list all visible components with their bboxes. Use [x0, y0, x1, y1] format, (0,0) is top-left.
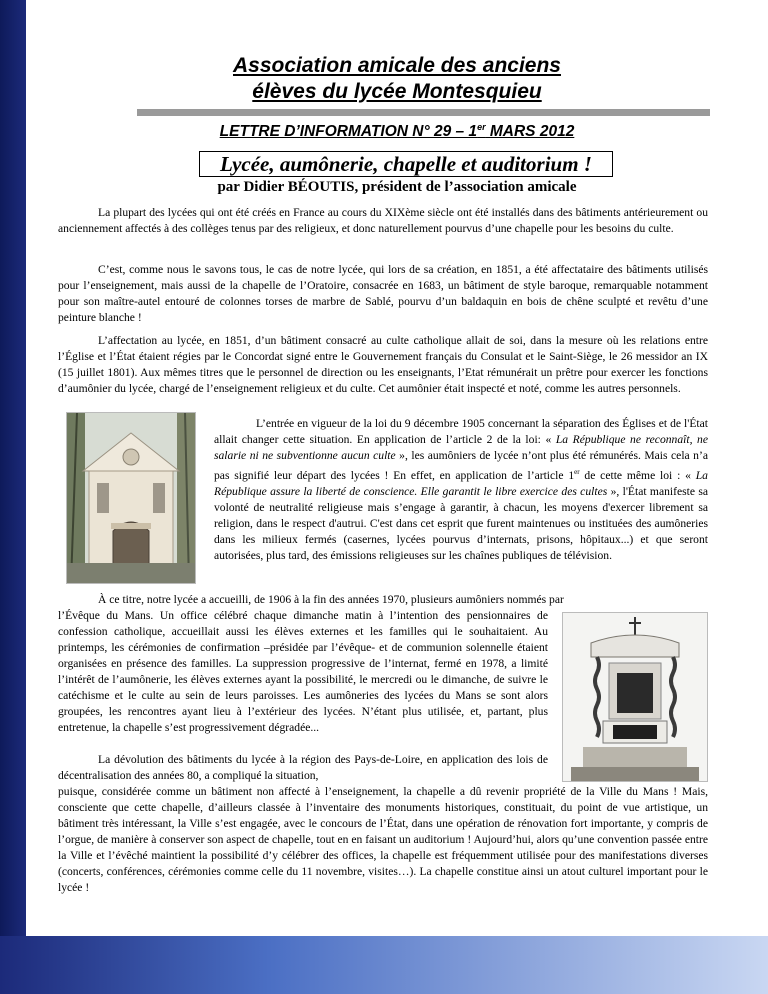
p4-text-d: », l'État manifeste sa volonté de neutralité religieuse mais s’engage à garantir, à chacun, les moyens d'exercer librement sa religion, dans le respect d'autrui. C'est dans cet esprit que furent maintenues ou instituées des aumôneries dans les milieux fermés (casernes, lycées pourvus d’internats, prisons, hôpitaux...) et que seront autorisées, plus tard, des émissions religieuses sur les chaînes publiques de télévision. — [214, 484, 708, 562]
bottom-decorative-band — [0, 936, 768, 994]
p4-quote-2: La République assure la liberté de conscience. Elle garantit le libre exercice des cultes — [214, 468, 708, 498]
paragraph-3: L’affectation au lycée, en 1851, d’un bâtiment consacré au culte catholique allait de soi, dans la mesure où les relations entre l’Église et l’État étaient régies par le Concordat signé entre le Gouvernement français du Consulat et le Saint-Siège, le 26 messidor an IX (15 juillet 1801). Aux mêmes titres que le personnel de direction ou les enseignants, l’Etat rémunérait un prêtre pour exercer les fonctions d’aumônier du lycée, chargé de l’enseignement religieux et du culte. Cet aumônier était inspecté et noté, comme les autres personnels. — [58, 334, 708, 395]
article-author: par Didier BÉOUTIS, président de l’association amicale — [217, 179, 577, 195]
p4-text-a: L’entrée en vigueur de la loi du 9 décembre 1905 concernant la séparation des Églises et de l'État allait changer cette situation. En application de l’article 2 de la loi: « — [214, 417, 708, 446]
paragraph-2: C’est, comme nous le savons tous, le cas de notre lycée, qui lors de sa création, en 1851, a été affectataire des bâtiments utilisés pour l’enseignement, mais aussi de la chapelle de l’Oratoire, consacrée en 1683, un bâtiment de style baroque, remarquable notamment pour son maître-autel entouré de colonnes torses de marbre de Sablé, pourvu d’un baldaquin en bois de chêne sculpté et revêtu d’une peinture blanche ! — [58, 263, 708, 324]
paragraph-6: puisque, considérée comme un bâtiment non affecté à l’enseignement, la chapelle a dû revenir propriété de la Ville du Mans ! Mais, consciente que cette chapelle, d’ailleurs classée à l’inventaire des monuments historiques, constituait, du point de vue artistique, un bâtiment très intéressant, la Ville s’est engagée, avec le concours de l’État, dans une opération de rénovation fort importante, y compris de l’orgue, de manière à conserver son aspect de chapelle, tout en en faisant un auditorium ! Aujourd’hui, alors qu’une convention passée entre la Ville et l’évêché maintient la possibilité d’y célébrer des offices, la chapelle est fréquemment utilisée pour des manifestations diverses (concerts, conférences, cérémonies comme celle du 11 novembre, visites…). La chapelle constitue ainsi un atout culturel important pour le lycée ! — [58, 785, 708, 894]
title-line-1: Association amicale des anciens — [233, 54, 561, 77]
article-title: Lycée, aumônerie, chapelle et auditorium ! — [199, 151, 613, 177]
paragraph-6-start: La dévolution des bâtiments du lycée à la région des Pays-de-Loire, en application des lois de décentralisation des années 80, a compliqué la situation, — [58, 753, 548, 782]
title-line-2: élèves du lycée Montesquieu — [252, 80, 542, 103]
newsletter-date: MARS 2012 — [485, 123, 575, 141]
altar-interior-icon — [563, 613, 707, 781]
p4-sup: er — [574, 468, 580, 476]
paragraph-1: La plupart des lycées qui ont été créés en France au cours du XIXème siècle ont été installés dans des bâtiments antérieurement ou anciennement affectés à des collèges tenus par des religieux, et donc naturellement pourvus d’une chapelle pour les besoins du culte. — [58, 206, 708, 235]
paragraph-5-first-line: À ce titre, notre lycée a accueilli, de 1906 à la fin des années 1970, plusieurs aumôniers nommés par — [98, 593, 564, 606]
association-title — [26, 53, 768, 105]
p4-text-b: », les aumôniers de lycée n’ont plus été rémunérés. Mais cela n’a pas signifié leur départ des lycées ! En effet, en application de l’article 1 — [214, 449, 708, 482]
p4-text-c: de cette même loi : « — [579, 468, 696, 482]
newsletter-main: LETTRE D’INFORMATION N° 29 – 1 — [219, 123, 478, 141]
newsletter-heading — [26, 122, 768, 141]
altar-interior-photo — [562, 612, 708, 782]
header-separator — [137, 109, 710, 116]
paragraph-5: l’Évêque du Mans. Un office célébré chaque dimanche matin à l’intention des pensionnaires de confession catholique, accueillait aussi les élèves externes et les familles qui le souhaitaient. Au printemps, les cérémonies de confirmation –présidée par l’évêque- et de communion solennelle étaient organisées en présence des familles. La suppression progressive de l’internat, fermé en 1978, a limité l’intérêt de l’aumônerie, les élèves externes ayant la possibilité, le mercredi ou le dimanche, de suivre le catéchisme et le culte au sein de leurs paroisses. Les aumôneries des lycées du Mans se sont alors groupées, les rencontres ayant lieu à l’extérieur des lycées. N’étant plus utilisée, et, partant, plus entretenue, la chapelle s’est progressivement dégradée... — [58, 609, 548, 734]
chapel-facade-icon — [67, 413, 195, 583]
newsletter-sup: er — [477, 122, 486, 132]
paragraph-4 — [214, 416, 708, 564]
chapel-facade-photo — [66, 412, 196, 584]
p4-quote-1: La République ne reconnaît, ne salarie ni ne subventionne aucun culte — [214, 433, 708, 462]
left-decorative-band — [0, 0, 26, 994]
